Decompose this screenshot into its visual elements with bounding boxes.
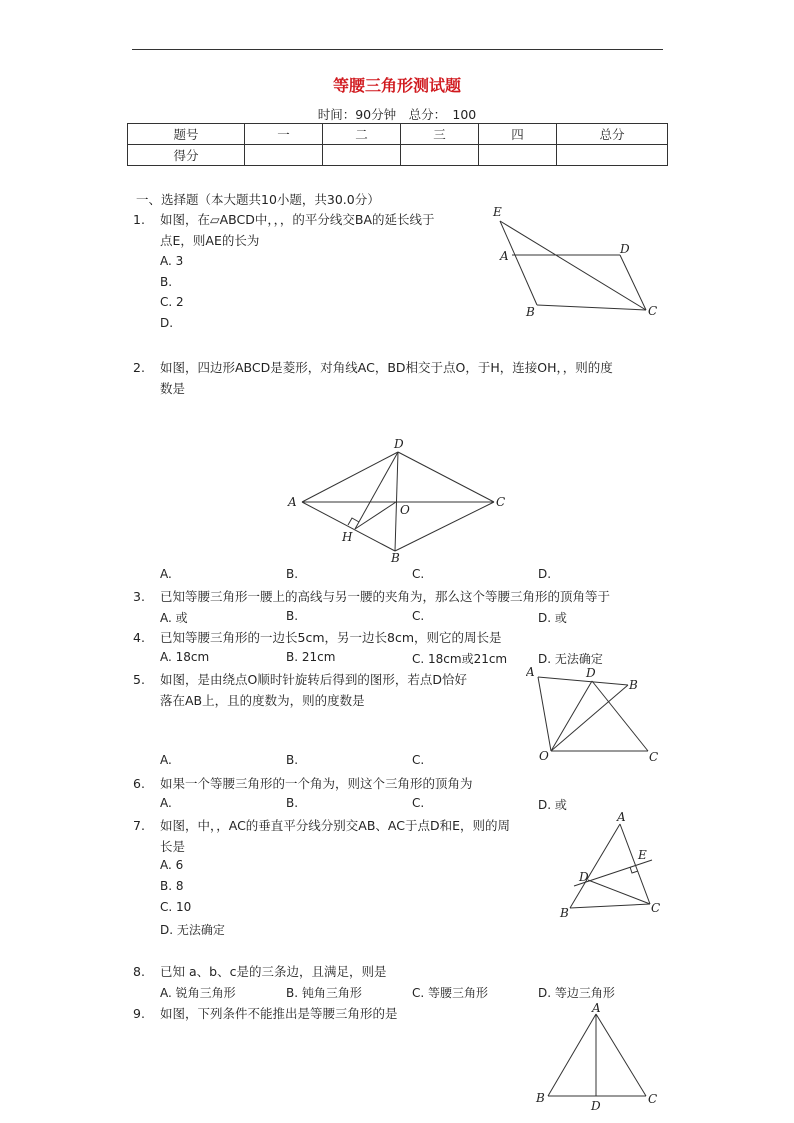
label-b: B — [391, 551, 400, 565]
line-dc — [398, 452, 494, 502]
option-b[interactable]: B. — [286, 567, 299, 581]
score-cell[interactable] — [479, 145, 557, 166]
option-c[interactable]: C. 2 — [160, 295, 184, 309]
option-a[interactable]: A. 或 — [160, 611, 188, 625]
question-text: 如果一个等腰三角形的一个角为，则这个三角形的顶角为 — [160, 776, 473, 791]
label-b: B — [560, 906, 569, 920]
line-eb — [500, 221, 537, 305]
label-a: A — [526, 665, 535, 679]
line-ab — [570, 824, 620, 908]
option-b[interactable]: B. — [286, 609, 299, 623]
score-table-score-row — [128, 145, 668, 166]
line-ec — [500, 221, 646, 310]
option-b[interactable]: B. — [160, 275, 173, 289]
line-ob — [551, 685, 628, 751]
line-ho — [355, 502, 396, 529]
label-a: A — [617, 810, 626, 824]
header-cell: 三 — [401, 124, 479, 145]
line-ab — [548, 1014, 596, 1096]
option-c[interactable]: C. 18cm或21cm — [412, 652, 508, 666]
option-d[interactable]: D. 无法确定 — [538, 652, 603, 666]
label-e: E — [493, 205, 502, 219]
option-a[interactable]: A. — [160, 796, 172, 810]
question-text: 已知 a、b、c是的三条边，且满足，则是 — [160, 964, 387, 979]
line-ac — [596, 1014, 646, 1096]
header-cell: 一 — [245, 124, 323, 145]
question-8 — [133, 961, 386, 982]
question-text: 已知等腰三角形一腰上的高线与另一腰的夹角为，那么这个等腰三角形的顶角等于 — [160, 589, 611, 604]
score-table-header-row — [128, 124, 668, 145]
question-number: 3. — [133, 589, 145, 604]
option-a[interactable]: A. 18cm — [160, 650, 210, 664]
score-cell[interactable] — [323, 145, 401, 166]
option-a[interactable]: A. — [160, 567, 172, 581]
option-a[interactable]: A. — [160, 753, 172, 767]
score-cell[interactable] — [245, 145, 323, 166]
label-a: A — [288, 495, 297, 509]
question-text: 如图，下列条件不能推出是等腰三角形的是 — [160, 1006, 398, 1021]
question-number: 7. — [133, 818, 145, 833]
figure-rhombus — [282, 435, 512, 567]
figure-perpendicular-bisector — [554, 808, 666, 922]
question-text: 已知等腰三角形的一边长5cm，另一边长8cm，则它的周长是 — [160, 630, 502, 645]
label-d: D — [620, 242, 630, 256]
question-5 — [133, 669, 467, 711]
label-c: C — [651, 901, 661, 915]
line-cb — [395, 502, 494, 551]
option-c[interactable]: C. — [412, 796, 425, 810]
header-cell: 题号 — [128, 124, 245, 145]
line-ab — [538, 677, 628, 685]
option-b[interactable]: B. 21cm — [286, 650, 336, 664]
question-number: 5. — [133, 672, 145, 687]
line-bc — [570, 904, 650, 908]
option-c[interactable]: C. 10 — [160, 900, 192, 914]
question-7 — [133, 815, 510, 857]
option-d[interactable]: D. 或 — [538, 611, 567, 625]
figure-rotation — [526, 663, 666, 769]
question-number: 2. — [133, 360, 145, 375]
label-a: A — [592, 1001, 601, 1015]
label-b: B — [536, 1091, 545, 1105]
exam-meta: 时间：90分钟 总分： 100 — [317, 107, 477, 122]
question-text: 如图，中，，AC的垂直平分线分别交AB、AC于点D和E，则的周 — [160, 818, 511, 833]
label-a: A — [500, 249, 509, 263]
row-label: 得分 — [128, 145, 245, 166]
label-b: B — [526, 305, 535, 319]
option-b[interactable]: B. — [286, 753, 299, 767]
label-h: H — [342, 530, 353, 544]
question-number: 1. — [133, 212, 145, 227]
option-d[interactable]: D. 无法确定 — [160, 923, 225, 937]
question-1 — [133, 209, 435, 251]
figure-parallelogram — [486, 203, 666, 323]
option-b[interactable]: B. 钝角三角形 — [286, 986, 362, 1000]
option-c[interactable]: C. — [412, 567, 425, 581]
question-number: 4. — [133, 630, 145, 645]
option-a[interactable]: A. 3 — [160, 254, 184, 268]
question-number: 6. — [133, 776, 145, 791]
option-d[interactable]: D. — [538, 567, 552, 581]
question-3 — [133, 586, 610, 607]
question-text: 落在AB上，且的度数为，则的度数是 — [160, 693, 365, 708]
question-2 — [133, 357, 613, 399]
header-cell: 二 — [323, 124, 401, 145]
figure-isosceles-triangle — [532, 1000, 666, 1118]
question-text: 长是 — [160, 839, 186, 854]
option-b[interactable]: B. 8 — [160, 879, 184, 893]
page-title: 等腰三角形测试题 — [332, 76, 461, 95]
label-c: C — [649, 750, 659, 764]
label-o: O — [539, 749, 549, 763]
score-cell[interactable] — [557, 145, 668, 166]
label-d: D — [579, 870, 589, 884]
question-text: 如图，是由绕点O顺时针旋转后得到的图形，若点D恰好 — [160, 672, 467, 687]
label-c: C — [496, 495, 506, 509]
option-d[interactable]: D. 等边三角形 — [538, 986, 615, 1000]
label-d: D — [586, 666, 596, 680]
line-ac — [620, 824, 650, 904]
line-bc — [537, 305, 646, 310]
score-cell[interactable] — [401, 145, 479, 166]
option-a[interactable]: A. 6 — [160, 858, 184, 872]
option-d[interactable]: D. — [160, 316, 174, 330]
question-text: 如图，在▱ABCD中，，，的平分线交BA的延长线于 — [160, 212, 435, 227]
option-a[interactable]: A. 锐角三角形 — [160, 986, 236, 1000]
header-rule — [132, 49, 663, 50]
label-e: E — [638, 848, 647, 862]
header-cell: 四 — [479, 124, 557, 145]
section-heading: 一、选择题（本大题共10小题，共30.0分） — [136, 192, 380, 207]
question-9 — [133, 1003, 398, 1024]
question-text: 数是 — [160, 381, 186, 396]
line-ao — [538, 677, 551, 751]
label-b: B — [629, 678, 638, 692]
question-number: 8. — [133, 964, 145, 979]
header-cell: 总分 — [557, 124, 668, 145]
label-c: C — [648, 1092, 658, 1106]
question-text: 如图，四边形ABCD是菱形，对角线AC，BD相交于点O，于H，连接OH，，则的度 — [160, 360, 613, 375]
option-d[interactable]: D. 或 — [538, 798, 567, 812]
label-o: O — [400, 503, 410, 517]
option-c[interactable]: C. — [412, 753, 425, 767]
option-c[interactable]: C. — [412, 609, 425, 623]
line-dc — [588, 880, 650, 904]
question-number: 9. — [133, 1006, 145, 1021]
score-table — [127, 123, 668, 166]
option-b[interactable]: B. — [286, 796, 299, 810]
line-od — [551, 681, 592, 751]
question-6 — [133, 773, 473, 794]
question-text: 点E，则AE的长为 — [160, 233, 260, 248]
question-4 — [133, 627, 502, 648]
label-c: C — [648, 304, 658, 318]
label-d: D — [591, 1099, 601, 1113]
option-c[interactable]: C. 等腰三角形 — [412, 986, 489, 1000]
label-d: D — [394, 437, 404, 451]
